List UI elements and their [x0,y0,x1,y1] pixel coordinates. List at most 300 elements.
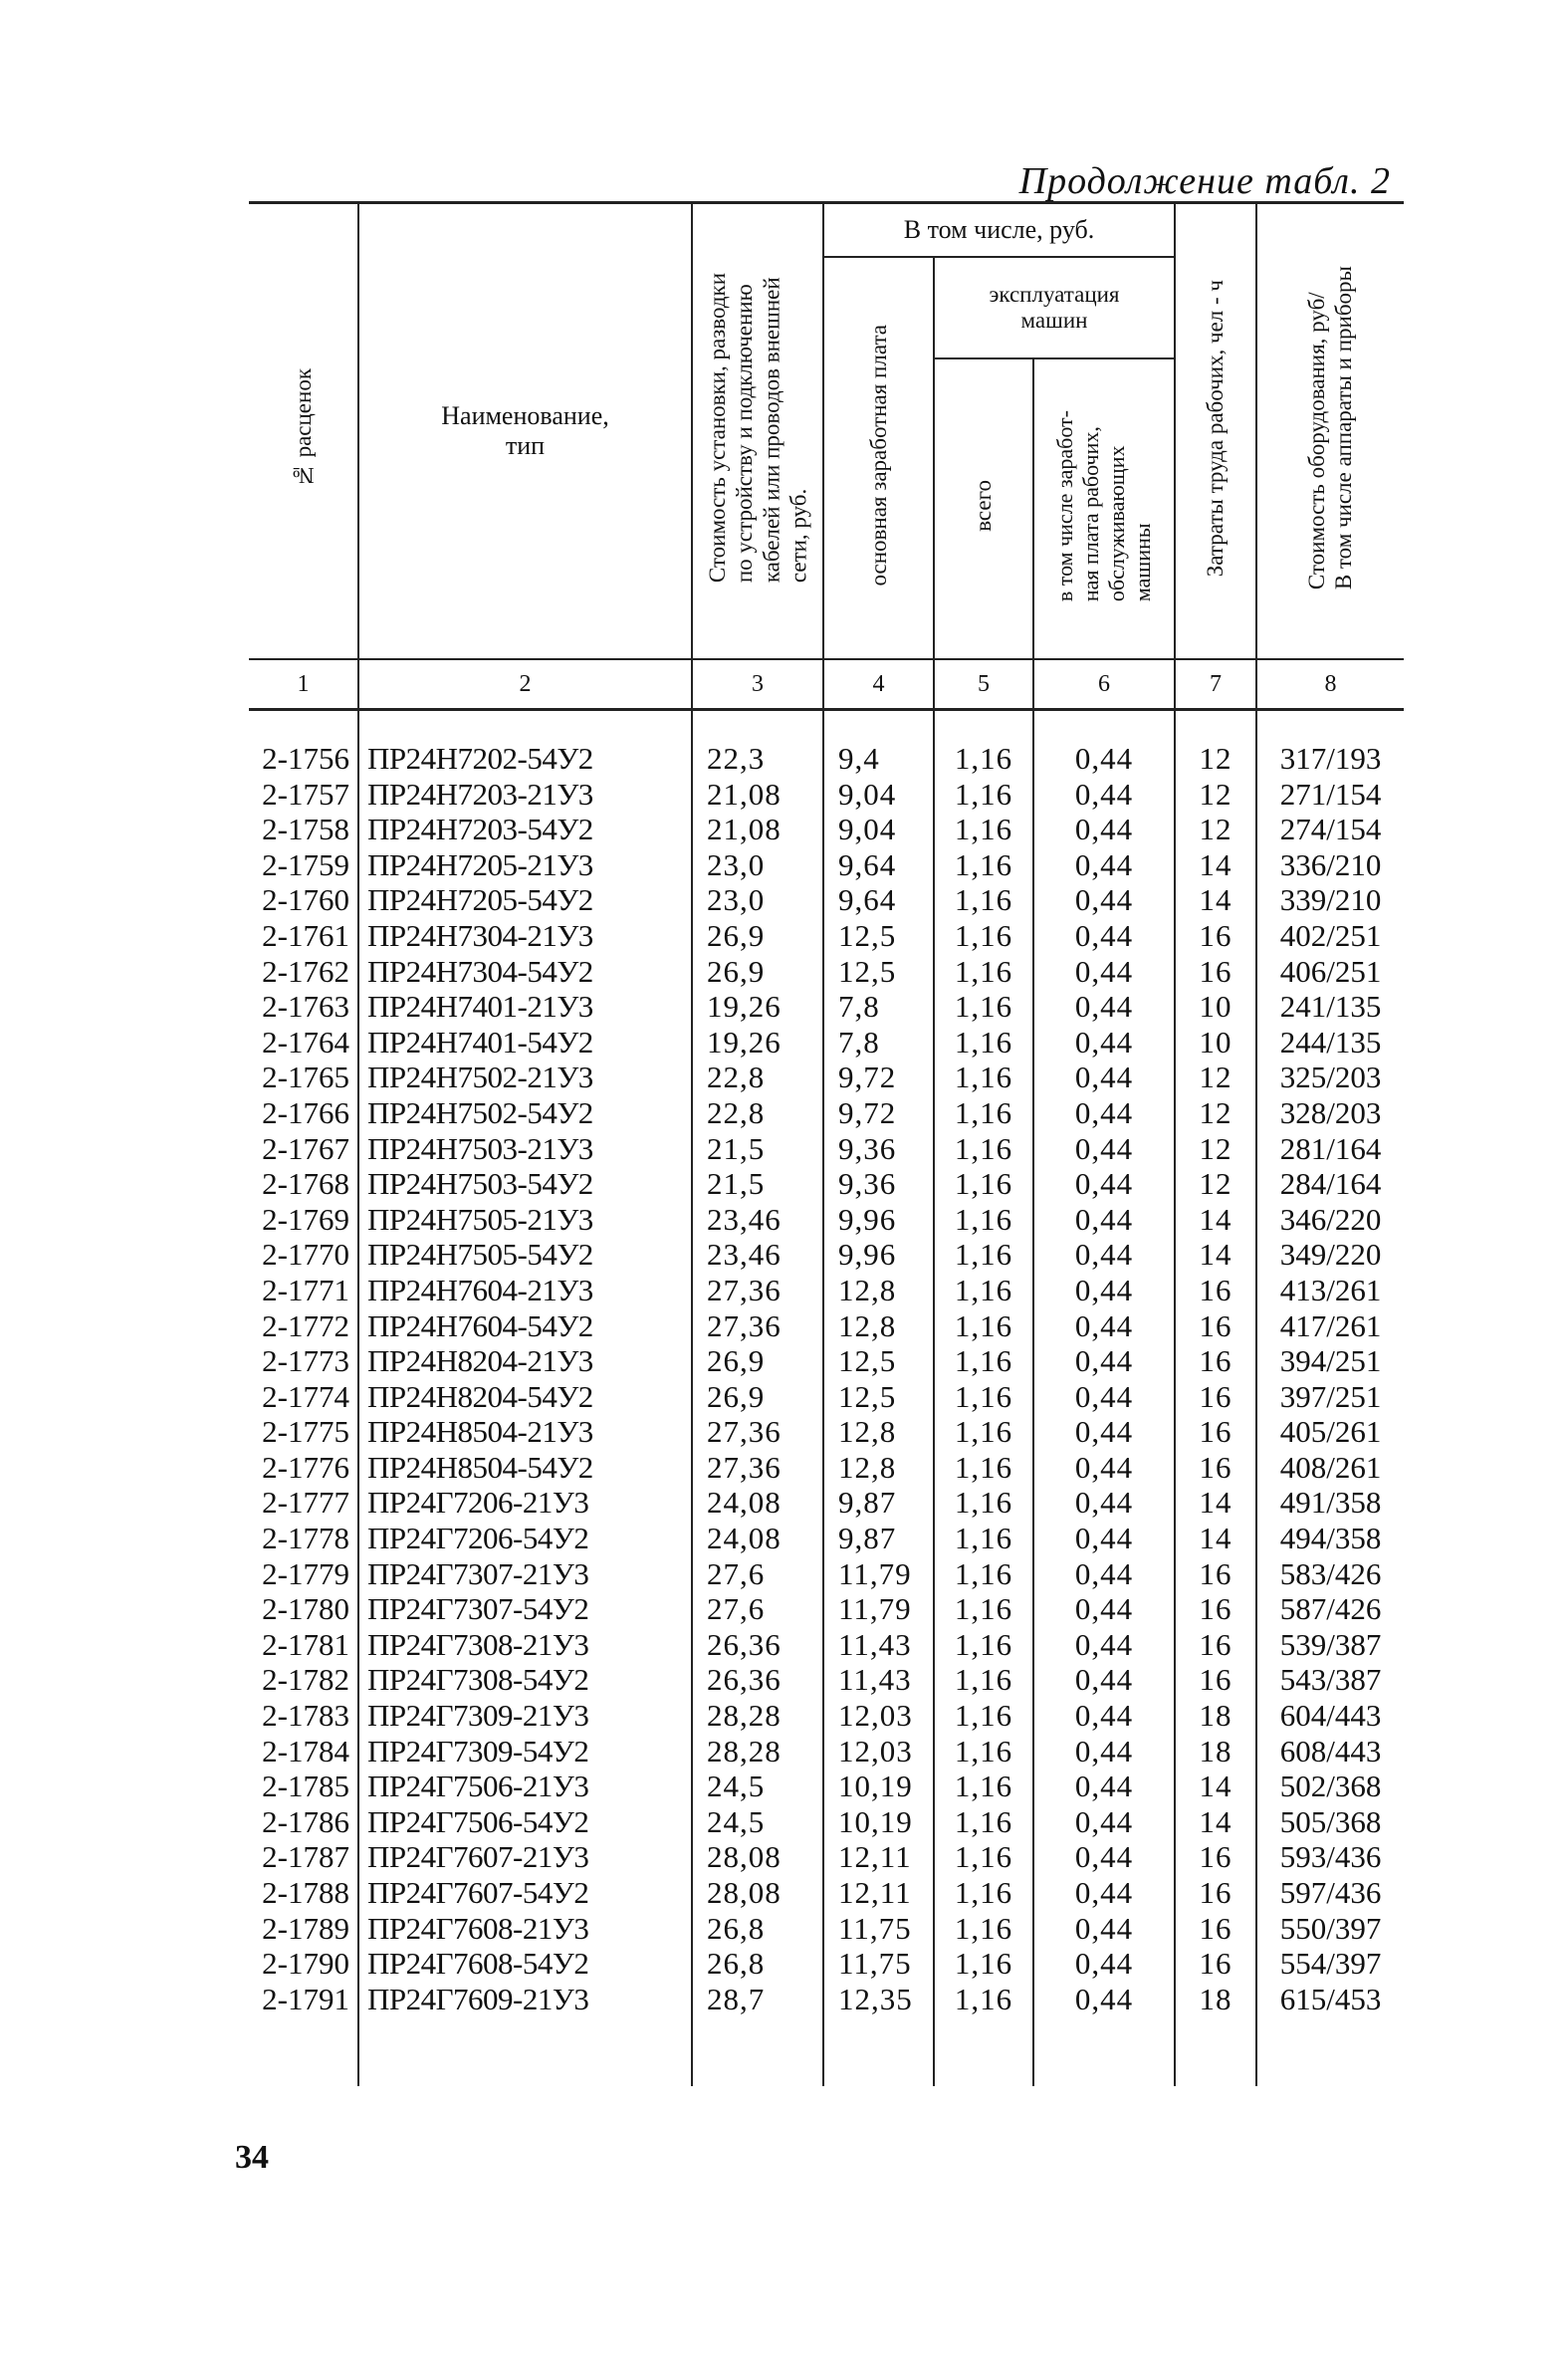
machine-total-cell: 1,16 [934,1662,1033,1698]
labor-cost-cell: 12 [1175,1095,1256,1131]
name-type-cell: ПР24Н7304-54У2 [358,954,692,990]
rate-number-cell: 2-1781 [249,1627,358,1663]
labor-cost-cell: 14 [1175,1768,1256,1804]
equipment-cost-cell: 346/220 [1256,1202,1404,1238]
base-wage-cell: 9,87 [823,1521,934,1556]
labor-cost-cell: 12 [1175,1060,1256,1095]
header-machine-operation: эксплуатация машин [934,257,1175,358]
machine-total-cell: 1,16 [934,1839,1033,1875]
rate-number-cell: 2-1774 [249,1379,358,1415]
equipment-cost-cell: 539/387 [1256,1627,1404,1663]
labor-cost-cell: 14 [1175,882,1256,918]
base-wage-cell: 11,43 [823,1627,934,1663]
machine-wage-cell: 0,44 [1033,882,1175,918]
labor-cost-cell: 16 [1175,1627,1256,1663]
base-wage-cell: 12,5 [823,1379,934,1415]
machine-total-cell: 1,16 [934,1060,1033,1095]
rate-number-cell: 2-1761 [249,918,358,954]
base-wage-cell: 9,87 [823,1485,934,1521]
rate-number-cell: 2-1768 [249,1166,358,1202]
page-number: 34 [235,2139,269,2176]
base-wage-cell: 9,72 [823,1060,934,1095]
rate-number-cell: 2-1788 [249,1875,358,1911]
base-wage-cell: 12,03 [823,1734,934,1769]
equipment-cost-cell: 502/368 [1256,1768,1404,1804]
base-wage-cell: 12,11 [823,1875,934,1911]
base-wage-cell: 12,35 [823,1982,934,2017]
labor-cost-cell: 12 [1175,741,1256,777]
machine-total-cell: 1,16 [934,882,1033,918]
base-wage-cell: 10,19 [823,1804,934,1840]
base-wage-cell: 9,64 [823,847,934,883]
price-table [249,201,1404,2086]
rate-number-cell: 2-1777 [249,1485,358,1521]
labor-cost-cell: 18 [1175,1982,1256,2017]
header-group-including: В том числе, руб. [823,203,1175,258]
machine-total-cell: 1,16 [934,1237,1033,1273]
name-type-cell: ПР24Г7308-54У2 [358,1662,692,1698]
installation-cost-cell: 22,8 [692,1060,823,1095]
name-type-cell: ПР24Г7607-21У3 [358,1839,692,1875]
name-type-cell: ПР24Н7502-21У3 [358,1060,692,1095]
machine-total-cell: 1,16 [934,1556,1033,1592]
installation-cost-cell: 24,08 [692,1521,823,1556]
installation-cost-cell: 26,8 [692,1946,823,1982]
base-wage-cell: 12,5 [823,1343,934,1379]
equipment-cost-cell: 325/203 [1256,1060,1404,1095]
machine-total-cell: 1,16 [934,1202,1033,1238]
labor-cost-cell: 16 [1175,1379,1256,1415]
table-row [249,1591,1404,1627]
rate-number-cell: 2-1786 [249,1804,358,1840]
installation-cost-cell: 28,28 [692,1734,823,1769]
machine-wage-cell: 0,44 [1033,1591,1175,1627]
machine-wage-cell: 0,44 [1033,1237,1175,1273]
table-row [249,1768,1404,1804]
labor-cost-cell: 18 [1175,1698,1256,1734]
column-number: 1 [249,659,358,710]
installation-cost-cell: 22,3 [692,741,823,777]
base-wage-cell: 9,4 [823,741,934,777]
base-wage-cell: 9,96 [823,1202,934,1238]
equipment-cost-cell: 408/261 [1256,1450,1404,1486]
rate-number-cell: 2-1760 [249,882,358,918]
machine-wage-cell: 0,44 [1033,1414,1175,1450]
machine-wage-cell: 0,44 [1033,741,1175,777]
machine-total-cell: 1,16 [934,1485,1033,1521]
machine-total-cell: 1,16 [934,1982,1033,2017]
rate-number-cell: 2-1778 [249,1521,358,1556]
base-wage-cell: 11,79 [823,1556,934,1592]
column-number: 6 [1033,659,1175,710]
rate-number-cell: 2-1775 [249,1414,358,1450]
machine-total-cell: 1,16 [934,1414,1033,1450]
equipment-cost-cell: 402/251 [1256,918,1404,954]
equipment-cost-cell: 339/210 [1256,882,1404,918]
rate-number-cell: 2-1779 [249,1556,358,1592]
table-row [249,1166,1404,1202]
machine-wage-cell: 0,44 [1033,1485,1175,1521]
equipment-cost-cell: 394/251 [1256,1343,1404,1379]
machine-total-cell: 1,16 [934,1095,1033,1131]
machine-wage-cell: 0,44 [1033,1662,1175,1698]
equipment-cost-cell: 317/193 [1256,741,1404,777]
equipment-cost-cell: 241/135 [1256,989,1404,1025]
name-type-cell: ПР24Н7401-54У2 [358,1025,692,1061]
labor-cost-cell: 14 [1175,1804,1256,1840]
table-row [249,1839,1404,1875]
labor-cost-cell: 14 [1175,1202,1256,1238]
installation-cost-cell: 28,28 [692,1698,823,1734]
rate-number-cell: 2-1757 [249,777,358,813]
machine-total-cell: 1,16 [934,954,1033,990]
installation-cost-cell: 26,9 [692,954,823,990]
rate-number-cell: 2-1765 [249,1060,358,1095]
equipment-cost-cell: 604/443 [1256,1698,1404,1734]
table-body [249,741,1404,2086]
equipment-cost-cell: 583/426 [1256,1556,1404,1592]
rate-number-cell: 2-1783 [249,1698,358,1734]
base-wage-cell: 11,75 [823,1911,934,1947]
labor-cost-cell: 16 [1175,1911,1256,1947]
table-row [249,918,1404,954]
installation-cost-cell: 28,08 [692,1875,823,1911]
base-wage-cell: 12,8 [823,1414,934,1450]
table-header [249,203,1404,742]
installation-cost-cell: 24,5 [692,1804,823,1840]
installation-cost-cell: 19,26 [692,1025,823,1061]
equipment-cost-cell: 244/135 [1256,1025,1404,1061]
labor-cost-cell: 16 [1175,1946,1256,1982]
machine-total-cell: 1,16 [934,1166,1033,1202]
equipment-cost-cell: 349/220 [1256,1237,1404,1273]
machine-wage-cell: 0,44 [1033,1875,1175,1911]
machine-wage-cell: 0,44 [1033,1060,1175,1095]
name-type-cell: ПР24Н8504-54У2 [358,1450,692,1486]
name-type-cell: ПР24Н8204-21У3 [358,1343,692,1379]
machine-wage-cell: 0,44 [1033,1521,1175,1556]
name-type-cell: ПР24Н7205-54У2 [358,882,692,918]
machine-total-cell: 1,16 [934,1273,1033,1308]
name-type-cell: ПР24Г7307-21У3 [358,1556,692,1592]
table-row [249,1662,1404,1698]
equipment-cost-cell: 505/368 [1256,1804,1404,1840]
labor-cost-cell: 12 [1175,812,1256,847]
name-type-cell: ПР24Н7505-54У2 [358,1237,692,1273]
table-row [249,1025,1404,1061]
base-wage-cell: 12,8 [823,1273,934,1308]
name-type-cell: ПР24Н7503-21У3 [358,1131,692,1167]
equipment-cost-cell: 281/164 [1256,1131,1404,1167]
rate-number-cell: 2-1766 [249,1095,358,1131]
machine-wage-cell: 0,44 [1033,1804,1175,1840]
machine-total-cell: 1,16 [934,777,1033,813]
base-wage-cell: 9,72 [823,1095,934,1131]
equipment-cost-cell: 271/154 [1256,777,1404,813]
table-row [249,1521,1404,1556]
labor-cost-cell: 16 [1175,954,1256,990]
labor-cost-cell: 12 [1175,1166,1256,1202]
rate-number-cell: 2-1784 [249,1734,358,1769]
machine-wage-cell: 0,44 [1033,777,1175,813]
installation-cost-cell: 21,5 [692,1166,823,1202]
column-number: 5 [934,659,1033,710]
machine-total-cell: 1,16 [934,1025,1033,1061]
base-wage-cell: 9,36 [823,1166,934,1202]
header-labor-cost: Затраты труда рабочих, чел - ч [1175,203,1256,660]
rate-number-cell: 2-1780 [249,1591,358,1627]
machine-total-cell: 1,16 [934,1308,1033,1344]
machine-wage-cell: 0,44 [1033,1556,1175,1592]
installation-cost-cell: 23,0 [692,847,823,883]
machine-wage-cell: 0,44 [1033,1166,1175,1202]
name-type-cell: ПР24Н7205-21У3 [358,847,692,883]
table-row [249,1308,1404,1344]
installation-cost-cell: 27,36 [692,1273,823,1308]
header-machine-wage: в том числе заработ- ная плата рабочих, обслуживающих машины [1033,358,1175,659]
machine-total-cell: 1,16 [934,1591,1033,1627]
header-name-type: Наименование, тип [358,203,692,660]
header-base-wage: основная заработная плата [823,257,934,659]
installation-cost-cell: 23,0 [692,882,823,918]
rate-number-cell: 2-1758 [249,812,358,847]
machine-wage-cell: 0,44 [1033,847,1175,883]
rate-number-cell: 2-1769 [249,1202,358,1238]
equipment-cost-cell: 543/387 [1256,1662,1404,1698]
machine-wage-cell: 0,44 [1033,1734,1175,1769]
machine-total-cell: 1,16 [934,1804,1033,1840]
labor-cost-cell: 14 [1175,1521,1256,1556]
name-type-cell: ПР24Г7506-21У3 [358,1768,692,1804]
machine-total-cell: 1,16 [934,1698,1033,1734]
equipment-cost-cell: 593/436 [1256,1839,1404,1875]
installation-cost-cell: 24,08 [692,1485,823,1521]
header-equipment-cost: Стоимость оборудования, руб/ В том числе аппараты и приборы [1256,203,1404,660]
table-row [249,1875,1404,1911]
equipment-cost-cell: 336/210 [1256,847,1404,883]
name-type-cell: ПР24Н7304-21У3 [358,918,692,954]
equipment-cost-cell: 406/251 [1256,954,1404,990]
table-row [249,1982,1404,2017]
equipment-cost-cell: 615/453 [1256,1982,1404,2017]
machine-wage-cell: 0,44 [1033,812,1175,847]
base-wage-cell: 12,11 [823,1839,934,1875]
installation-cost-cell: 26,36 [692,1627,823,1663]
table-row [249,1698,1404,1734]
rate-number-cell: 2-1767 [249,1131,358,1167]
labor-cost-cell: 16 [1175,1662,1256,1698]
name-type-cell: ПР24Н7202-54У2 [358,741,692,777]
labor-cost-cell: 10 [1175,989,1256,1025]
base-wage-cell: 9,36 [823,1131,934,1167]
installation-cost-cell: 28,7 [692,1982,823,2017]
name-type-cell: ПР24Г7308-21У3 [358,1627,692,1663]
table-row [249,1450,1404,1486]
machine-total-cell: 1,16 [934,1734,1033,1769]
name-type-cell: ПР24Г7309-21У3 [358,1698,692,1734]
labor-cost-cell: 10 [1175,1025,1256,1061]
table-row [249,1485,1404,1521]
installation-cost-cell: 23,46 [692,1237,823,1273]
labor-cost-cell: 16 [1175,1273,1256,1308]
base-wage-cell: 9,04 [823,812,934,847]
column-number: 4 [823,659,934,710]
labor-cost-cell: 14 [1175,1485,1256,1521]
machine-total-cell: 1,16 [934,741,1033,777]
machine-wage-cell: 0,44 [1033,954,1175,990]
name-type-cell: ПР24Н7203-54У2 [358,812,692,847]
machine-wage-cell: 0,44 [1033,1698,1175,1734]
equipment-cost-cell: 491/358 [1256,1485,1404,1521]
table-row [249,882,1404,918]
installation-cost-cell: 26,9 [692,1343,823,1379]
machine-wage-cell: 0,44 [1033,1025,1175,1061]
labor-cost-cell: 16 [1175,1591,1256,1627]
rate-number-cell: 2-1772 [249,1308,358,1344]
table-row [249,1911,1404,1947]
machine-wage-cell: 0,44 [1033,1131,1175,1167]
labor-cost-cell: 16 [1175,1839,1256,1875]
header-total: всего [934,358,1033,659]
labor-cost-cell: 16 [1175,1308,1256,1344]
name-type-cell: ПР24Г7307-54У2 [358,1591,692,1627]
rate-number-cell: 2-1785 [249,1768,358,1804]
machine-total-cell: 1,16 [934,1131,1033,1167]
name-type-cell: ПР24Г7607-54У2 [358,1875,692,1911]
equipment-cost-cell: 413/261 [1256,1273,1404,1308]
installation-cost-cell: 21,08 [692,777,823,813]
equipment-cost-cell: 397/251 [1256,1379,1404,1415]
machine-wage-cell: 0,44 [1033,1308,1175,1344]
table-row [249,777,1404,813]
machine-total-cell: 1,16 [934,1343,1033,1379]
machine-total-cell: 1,16 [934,1946,1033,1982]
rate-number-cell: 2-1790 [249,1946,358,1982]
machine-wage-cell: 0,44 [1033,918,1175,954]
base-wage-cell: 12,5 [823,954,934,990]
table-row [249,1734,1404,1769]
name-type-cell: ПР24Г7608-21У3 [358,1911,692,1947]
machine-total-cell: 1,16 [934,989,1033,1025]
table-row [249,989,1404,1025]
rate-number-cell: 2-1776 [249,1450,358,1486]
base-wage-cell: 9,96 [823,1237,934,1273]
equipment-cost-cell: 494/358 [1256,1521,1404,1556]
column-number: 8 [1256,659,1404,710]
table-row [249,847,1404,883]
installation-cost-cell: 26,9 [692,918,823,954]
name-type-cell: ПР24Г7309-54У2 [358,1734,692,1769]
labor-cost-cell: 14 [1175,1237,1256,1273]
equipment-cost-cell: 550/397 [1256,1911,1404,1947]
price-table-container [249,201,1404,2123]
machine-total-cell: 1,16 [934,1911,1033,1947]
rate-number-cell: 2-1787 [249,1839,358,1875]
machine-total-cell: 1,16 [934,1521,1033,1556]
table-row [249,1343,1404,1379]
installation-cost-cell: 27,36 [692,1414,823,1450]
machine-wage-cell: 0,44 [1033,1911,1175,1947]
table-row [249,1131,1404,1167]
name-type-cell: ПР24Н7505-21У3 [358,1202,692,1238]
table-row [249,954,1404,990]
table-row [249,1627,1404,1663]
machine-wage-cell: 0,44 [1033,1839,1175,1875]
base-wage-cell: 12,03 [823,1698,934,1734]
rate-number-cell: 2-1762 [249,954,358,990]
labor-cost-cell: 16 [1175,1556,1256,1592]
base-wage-cell: 12,5 [823,918,934,954]
base-wage-cell: 9,04 [823,777,934,813]
machine-total-cell: 1,16 [934,1379,1033,1415]
name-type-cell: ПР24Н7203-21У3 [358,777,692,813]
machine-wage-cell: 0,44 [1033,989,1175,1025]
labor-cost-cell: 14 [1175,847,1256,883]
machine-wage-cell: 0,44 [1033,1450,1175,1486]
machine-total-cell: 1,16 [934,1875,1033,1911]
equipment-cost-cell: 554/397 [1256,1946,1404,1982]
table-caption: Продолжение табл. 2 [1018,160,1391,202]
name-type-cell: ПР24Г7608-54У2 [358,1946,692,1982]
table-row [249,1060,1404,1095]
equipment-cost-cell: 587/426 [1256,1591,1404,1627]
name-type-cell: ПР24Н7604-54У2 [358,1308,692,1344]
table-row [249,741,1404,777]
rate-number-cell: 2-1771 [249,1273,358,1308]
name-type-cell: ПР24Н7604-21У3 [358,1273,692,1308]
name-type-cell: ПР24Г7609-21У3 [358,1982,692,2017]
table-row [249,1237,1404,1273]
installation-cost-cell: 27,6 [692,1591,823,1627]
installation-cost-cell: 26,8 [692,1911,823,1947]
installation-cost-cell: 28,08 [692,1839,823,1875]
installation-cost-cell: 19,26 [692,989,823,1025]
installation-cost-cell: 23,46 [692,1202,823,1238]
table-row [249,812,1404,847]
equipment-cost-cell: 405/261 [1256,1414,1404,1450]
labor-cost-cell: 12 [1175,1131,1256,1167]
header-installation-cost: Стоимость установки, разводки по устройству и подключению кабелей или проводов внешней сети, руб. [692,203,823,660]
labor-cost-cell: 16 [1175,1414,1256,1450]
column-number: 7 [1175,659,1256,710]
installation-cost-cell: 24,5 [692,1768,823,1804]
machine-total-cell: 1,16 [934,918,1033,954]
base-wage-cell: 11,43 [823,1662,934,1698]
machine-total-cell: 1,16 [934,1768,1033,1804]
column-number: 3 [692,659,823,710]
name-type-cell: ПР24Н7503-54У2 [358,1166,692,1202]
rate-number-cell: 2-1773 [249,1343,358,1379]
column-number-row [249,659,1404,710]
name-type-cell: ПР24Г7206-54У2 [358,1521,692,1556]
base-wage-cell: 11,79 [823,1591,934,1627]
labor-cost-cell: 16 [1175,1343,1256,1379]
table-row [249,1556,1404,1592]
installation-cost-cell: 27,6 [692,1556,823,1592]
rate-number-cell: 2-1764 [249,1025,358,1061]
machine-wage-cell: 0,44 [1033,1202,1175,1238]
installation-cost-cell: 21,5 [692,1131,823,1167]
name-type-cell: ПР24Г7206-21У3 [358,1485,692,1521]
equipment-cost-cell: 597/436 [1256,1875,1404,1911]
installation-cost-cell: 27,36 [692,1450,823,1486]
rate-number-cell: 2-1756 [249,741,358,777]
base-wage-cell: 7,8 [823,989,934,1025]
installation-cost-cell: 27,36 [692,1308,823,1344]
machine-wage-cell: 0,44 [1033,1095,1175,1131]
labor-cost-cell: 16 [1175,1875,1256,1911]
machine-wage-cell: 0,44 [1033,1982,1175,2017]
